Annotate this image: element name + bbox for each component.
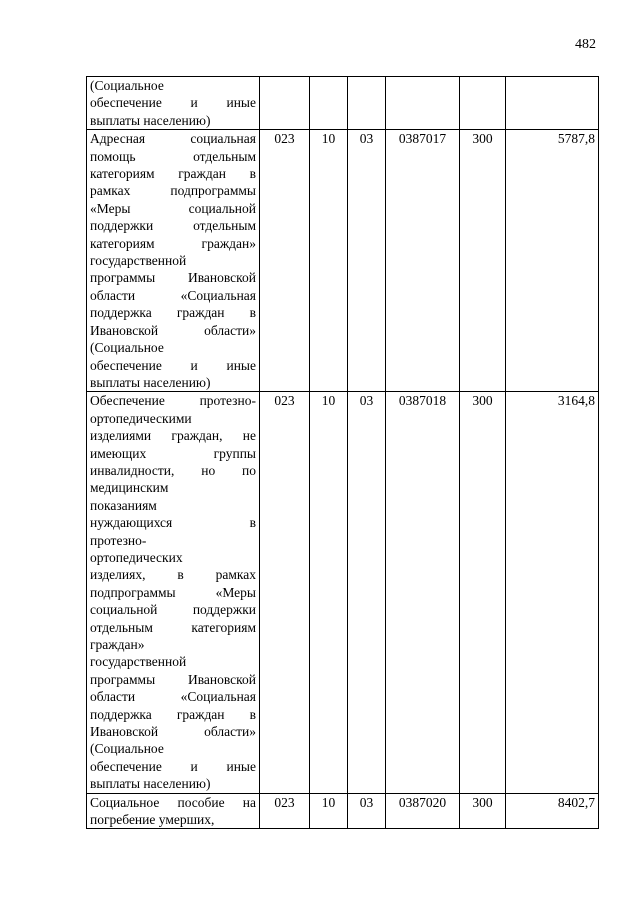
ministry-code-cell: [260, 77, 310, 130]
description-line: выплаты населению): [90, 112, 211, 128]
description-line: поддержка граждан в: [90, 305, 256, 321]
description-line: рамках подпрограммы: [90, 183, 256, 199]
description-line: отдельным категориям: [90, 619, 256, 635]
description-line: ортопедических: [90, 549, 183, 565]
description-line: области «Социальная: [90, 689, 256, 705]
description-line: социальной поддержки: [90, 602, 256, 618]
description-line: (Социальное: [90, 78, 164, 93]
description-line: протезно-: [90, 532, 147, 548]
expense-type-cell: 300: [460, 130, 506, 392]
amount-cell: 8402,7: [506, 793, 599, 829]
table-row: [87, 130, 599, 392]
section-code-cell: 10: [310, 793, 348, 829]
section-code-cell: 10: [310, 392, 348, 793]
description-cell: [87, 77, 260, 130]
target-article-cell: 0387017: [386, 130, 460, 392]
description-line: обеспечение и иные: [90, 758, 256, 774]
description-line: Адресная социальная: [90, 131, 256, 147]
section-code-cell: 10: [310, 130, 348, 392]
description-line: показаниям: [90, 497, 157, 513]
description-line: категориям граждан»: [90, 235, 256, 251]
table-row: [87, 77, 599, 130]
description-line: ортопедическими: [90, 410, 192, 426]
description-line: имеющих группы: [90, 445, 256, 461]
description-line: изделиями граждан, не: [90, 428, 256, 444]
budget-table: [86, 76, 599, 829]
amount-cell: 3164,8: [506, 392, 599, 793]
page-number: 482: [575, 37, 596, 52]
description-line: инвалидности, но по: [90, 462, 256, 478]
description-line: поддержки отдельным: [90, 218, 256, 234]
description-line: граждан»: [90, 637, 145, 652]
description-line: программы Ивановской: [90, 270, 256, 286]
target-article-cell: 0387018: [386, 392, 460, 793]
table-row: [87, 392, 599, 793]
ministry-code-cell: 023: [260, 130, 310, 392]
amount-cell: 5787,8: [506, 130, 599, 392]
target-article-cell: [386, 77, 460, 130]
description-line: погребение умерших,: [90, 812, 215, 828]
description-line: выплаты населению): [90, 776, 211, 792]
target-article-cell: 0387020: [386, 793, 460, 829]
description-line: обеспечение и иные: [90, 95, 256, 111]
description-line: области «Социальная: [90, 287, 256, 303]
expense-type-cell: 300: [460, 392, 506, 793]
description-cell: [87, 130, 260, 392]
description-line: Социальное пособие на: [90, 794, 256, 810]
description-cell: [87, 793, 260, 829]
description-line: помощь отдельным: [90, 148, 256, 164]
description-line: медицинским: [90, 480, 169, 496]
description-line: нуждающихся в: [90, 515, 256, 531]
description-line: обеспечение и иные: [90, 357, 256, 373]
description-line: категориям граждан в: [90, 166, 256, 182]
description-line: «Меры социальной: [90, 200, 256, 216]
description-line: (Социальное: [90, 340, 164, 356]
ministry-code-cell: 023: [260, 392, 310, 793]
description-cell: [87, 392, 260, 793]
description-line: изделиях, в рамках: [90, 567, 256, 583]
section-code-cell: [310, 77, 348, 130]
subsection-code-cell: 03: [348, 392, 386, 793]
description-line: государственной: [90, 253, 187, 269]
description-line: (Социальное: [90, 741, 164, 757]
description-line: программы Ивановской: [90, 671, 256, 687]
table-row: [87, 793, 599, 829]
expense-type-cell: 300: [460, 793, 506, 829]
expense-type-cell: [460, 77, 506, 130]
description-line: Обеспечение протезно-: [90, 393, 256, 409]
description-line: подпрограммы «Меры: [90, 584, 256, 600]
subsection-code-cell: 03: [348, 793, 386, 829]
description-line: государственной: [90, 654, 187, 670]
description-line: Ивановской области»: [90, 724, 256, 740]
ministry-code-cell: 023: [260, 793, 310, 829]
subsection-code-cell: [348, 77, 386, 130]
description-line: Ивановской области»: [90, 322, 256, 338]
description-line: выплаты населению): [90, 374, 211, 390]
amount-cell: [506, 77, 599, 130]
table-body: [87, 77, 599, 829]
description-line: поддержка граждан в: [90, 706, 256, 722]
subsection-code-cell: 03: [348, 130, 386, 392]
